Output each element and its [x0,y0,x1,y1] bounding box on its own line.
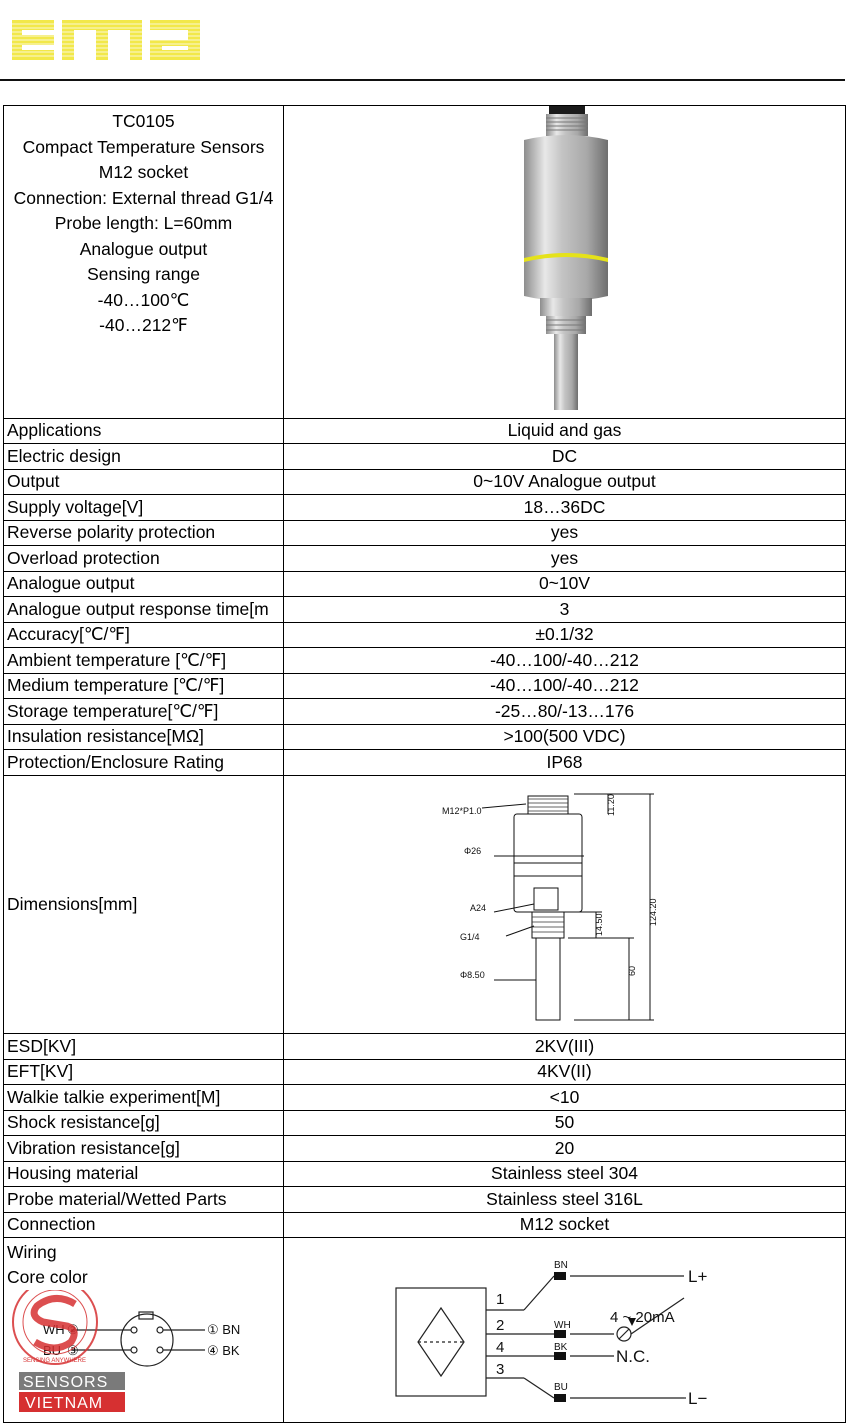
spec-value: yes [284,546,846,572]
terminal-3: 3 [496,1361,505,1378]
diameter-label: Φ26 [464,845,482,856]
spec-value: 3 [284,597,846,623]
dim-total: 124.20 [648,897,658,926]
product-probe-length: Probe length: L=60mm [54,213,233,233]
spec-label: Housing material [4,1161,284,1187]
spec-value: -40…100/-40…212 [284,648,846,674]
spec-label: Output [4,469,284,495]
spec-label: Medium temperature [℃/℉] [4,673,284,699]
wiring-label: Wiring [7,1242,57,1262]
spec-table [3,105,846,1423]
spec-label: Applications [4,418,284,444]
spec-label: Storage temperature[℃/℉] [4,699,284,725]
spec-label: Analogue output [4,571,284,597]
spec-value: 18…36DC [284,495,846,521]
spec-label: Accuracy[℃/℉] [4,622,284,648]
spec-label: Protection/Enclosure Rating [4,750,284,776]
pin-bu: BU [43,1343,62,1358]
spec-value: 0~10V [284,571,846,597]
dimension-drawing [284,776,846,1030]
current-range: 4 ~ 20mA [610,1309,675,1326]
product-connection: Connection: External thread G1/4 [13,187,274,208]
wiring-label-cell [4,1238,284,1423]
spec-label: Ambient temperature [℃/℉] [4,648,284,674]
spec-label: Overload protection [4,546,284,572]
spec-label: ESD[KV] [4,1034,284,1060]
spec-value: 4KV(II) [284,1059,846,1085]
pipe-thread-label: G1/4 [460,931,480,942]
spec-value: <10 [284,1085,846,1111]
thread-label: M12*P1.0 [442,805,482,816]
spec-value: Stainless steel 316L [284,1187,846,1213]
watermark-vietnam: VIETNAM [25,1395,104,1412]
product-range-f: -40…212℉ [99,315,188,335]
wire-bk: BK [554,1342,568,1353]
dim-top: 11.20 [606,793,616,816]
spec-value: DC [284,444,846,470]
spec-label: Connection [4,1212,284,1238]
header-rule [0,79,845,81]
spec-value: M12 socket [284,1212,846,1238]
product-range-label: Sensing range [87,264,200,284]
wiring-diagram [284,1238,846,1418]
dimensions-drawing-cell [284,775,846,1034]
wrench-label: A24 [470,902,487,913]
spec-value: IP68 [284,750,846,776]
pin-wh: WH [43,1322,65,1337]
watermark-ring-bottom: SENSING ANYWHERE [23,1358,87,1364]
spec-value: yes [284,520,846,546]
ema-logo [8,10,203,70]
core-color-label: Core color [7,1267,88,1287]
product-photo-cell [284,106,846,419]
product-header-cell [4,106,284,419]
wire-bn: BN [554,1260,568,1271]
product-code: TC0105 [112,111,175,131]
spec-label: Insulation resistance[MΩ] [4,724,284,750]
nc-label: N.C. [616,1347,650,1366]
sensors-vietnam-watermark [13,1290,125,1412]
spec-label: Shock resistance[g] [4,1110,284,1136]
spec-value: 20 [284,1136,846,1162]
spec-label: Reverse polarity protection [4,520,284,546]
spec-value: 50 [284,1110,846,1136]
spec-value: >100(500 VDC) [284,724,846,750]
spec-label: Walkie talkie experiment[M] [4,1085,284,1111]
spec-label: Supply voltage[V] [4,495,284,521]
spec-label: Probe material/Wetted Parts [4,1187,284,1213]
product-socket: M12 socket [98,162,189,182]
watermark-sensors: SENSORS [23,1374,109,1391]
spec-value: -40…100/-40…212 [284,673,846,699]
product-photo [284,106,846,414]
spec-label: Analogue output response time[m [4,597,284,623]
spec-value: 0~10V Analogue output [284,469,846,495]
product-output: Analogue output [79,238,208,259]
wire-wh: WH [554,1320,571,1331]
product-range-c: -40…100℃ [97,289,190,310]
pin-diagram [7,1290,277,1416]
spec-label: Vibration resistance[g] [4,1136,284,1162]
spec-value: ±0.1/32 [284,622,846,648]
spec-label: Electric design [4,444,284,470]
probe-diameter-label: Φ8.50 [460,969,485,980]
spec-value: Stainless steel 304 [284,1161,846,1187]
spec-value: Liquid and gas [284,418,846,444]
wiring-diagram-cell [284,1238,846,1423]
spec-value: -25…80/-13…176 [284,699,846,725]
spec-value: 2KV(III) [284,1034,846,1060]
dim-probe: 60 [627,965,637,976]
terminal-1: 1 [496,1291,505,1308]
terminal-4: 4 [496,1339,505,1356]
product-name: Compact Temperature Sensors [22,136,265,157]
pin-bu-num: ③ [67,1343,79,1358]
dim-thread: 14.50 [594,912,604,936]
pin-wh-num: ② [67,1322,79,1337]
wire-bu: BU [554,1382,568,1393]
pin-bn: ① BN [207,1322,241,1337]
l-minus: L− [688,1389,708,1408]
spec-label: EFT[KV] [4,1059,284,1085]
terminal-2: 2 [496,1317,505,1334]
l-plus: L+ [688,1267,708,1286]
dimensions-label: Dimensions[mm] [4,775,284,1034]
pin-bk: ④ BK [207,1343,240,1358]
